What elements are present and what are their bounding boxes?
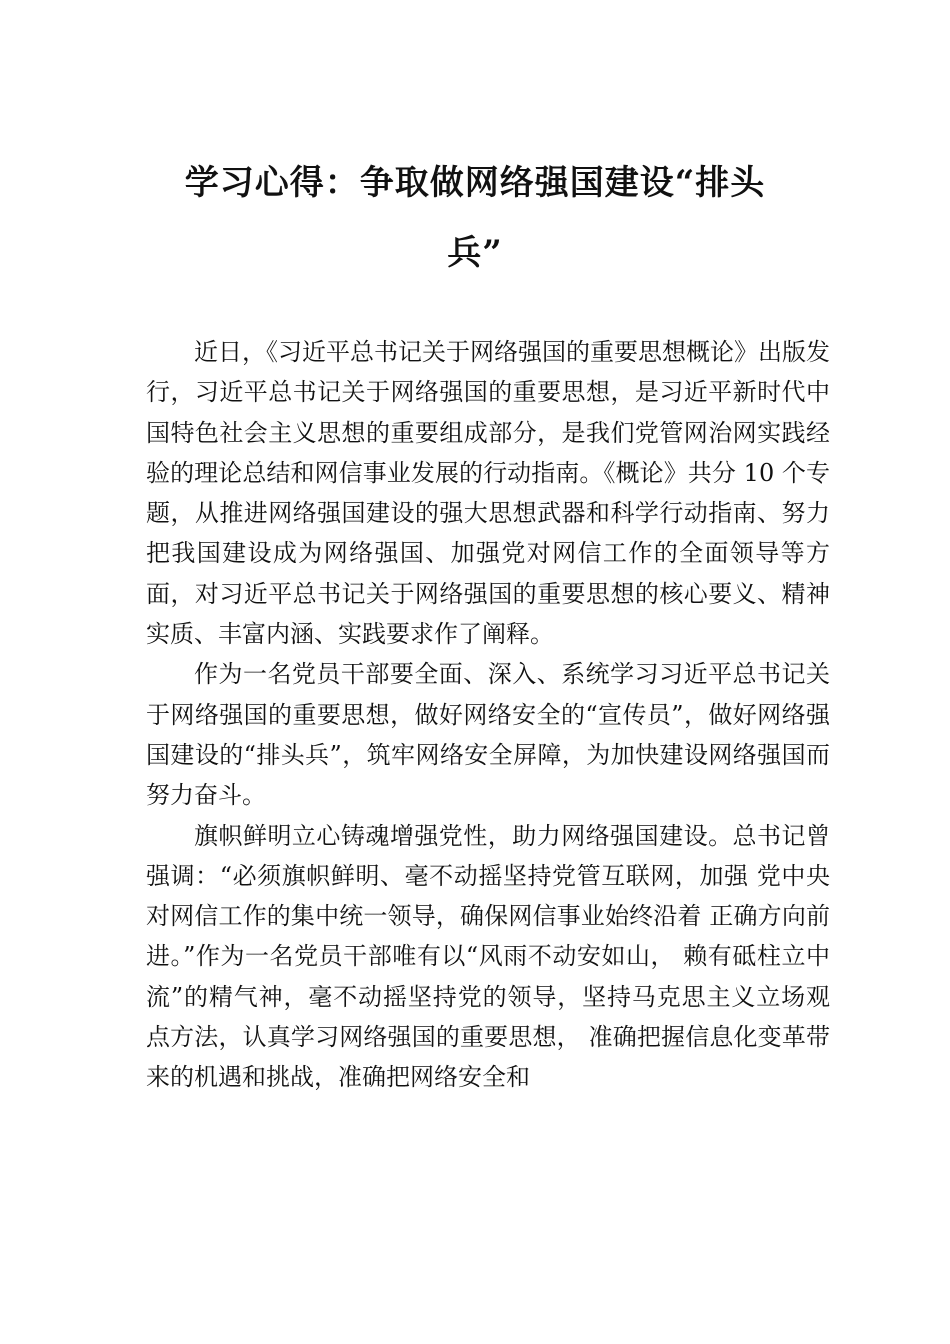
document-title: 学习心得：争取做网络强国建设“排头兵” <box>184 163 766 273</box>
document-body <box>146 332 830 1098</box>
paragraph-3: 旗帜鲜明立心铸魂增强党性，助力网络强国建设。总书记曾强调：“必须旗帜鲜明、毫不动摇坚持党管互联网，加强 党中央对网信工作的集中统一领导，确保网信事业始终沿着 正确方向前进。”作为一名党员干部唯有以“风雨不动安如山， 赖有砥柱立中流”的精气神，毫不动摇坚持党的领导，坚持马克思主义立场观点方法，认真学习网络强国的重要思想， 准确把握信息化变革带来的机遇和挑战，准确把网络安全和 <box>146 821 830 1092</box>
paragraph-1: 近日，《习近平总书记关于网络强国的重要思想概论》出版发行，习近平总书记关于网络强国的重要思想，是习近平新时代中国特色社会主义思想的重要组成部分，是我们党管网治网实践经验的理论总结和网信事业发展的行动指南。《概论》共分 10 个专题，从推进网络强国建设的强大思想武器和科学行动指南、努力把我国建设成为网络强国、加强党对网信工作的全面领导等方面，对习近平总书记关于网络强国的重要思想的核心要义、精神实质、丰富内涵、实践要求作了阐释。 <box>146 338 830 649</box>
paragraph-2: 作为一名党员干部要全面、深入、系统学习习近平总书记关于网络强国的重要思想，做好网络安全的“宣传员”，做好网络强国建设的“排头兵”，筑牢网络安全屏障，为加快建设网络强国而努力奋斗。 <box>146 660 830 810</box>
